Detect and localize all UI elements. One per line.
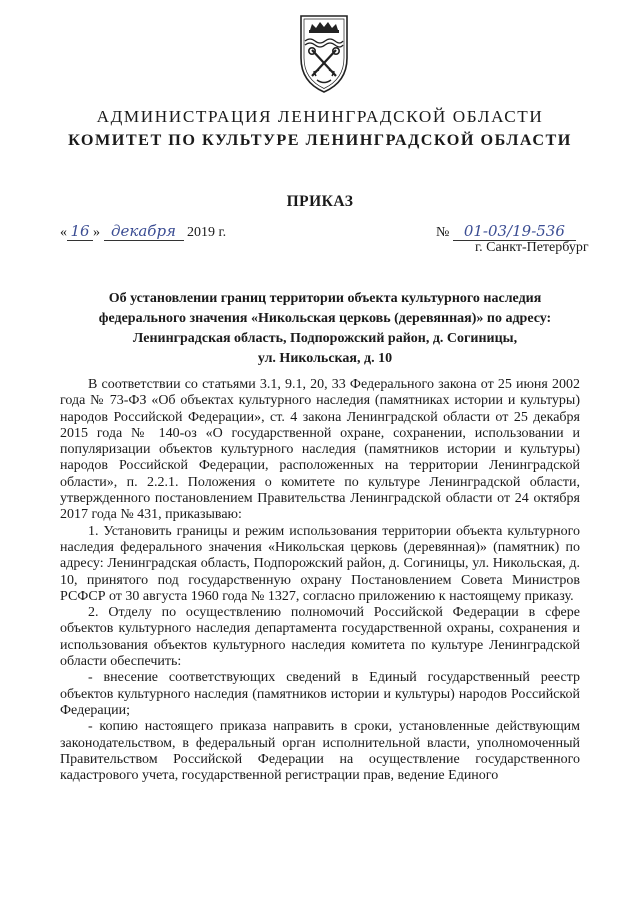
document-date (60, 222, 226, 241)
date-day: 16 (67, 222, 93, 241)
committee-name: КОМИТЕТ ПО КУЛЬТУРЕ ЛЕНИНГРАДСКОЙ ОБЛАСТИ (68, 131, 572, 149)
document-body (60, 377, 580, 784)
clause-2-item: - копию настоящего приказа направить в сроки, установленные действующим законодательством, в федеральный орган исполнительной власти, уполномоченный Правительством Российской Федерации на осуществление государственного кадастрового учета, государственной регистрации прав, ведение Единого (60, 719, 580, 784)
subject-line: ул. Никольская, д. 10 (257, 351, 393, 366)
preamble-paragraph: В соответствии со статьями 3.1, 9.1, 20, 33 Федерального закона от 25 июня 2002 года № 73-ФЗ «Об объектах культурного наследия (памятниках истории и культуры) народов Российской Федерации», ст. 4 закона Ленинградской области от 25 декабря 2015 года № 140-оз «О государственной охране, сохранении, использовании и популяризации объектов культурного наследия (памятников истории и культуры) народов Российской Федерации, расположенных на территории Ленинградской области», п. 2.2.1. Положения о комитете по культуре Ленинградской области, утвержденного постановлением Правительства Ленинградской области от 24 октября 2017 года № 431, приказываю: (60, 377, 580, 523)
document-title: ПРИКАЗ (286, 193, 354, 210)
date-month: декабря (104, 222, 184, 241)
clause-2-paragraph: 2. Отделу по осуществлению полномочий Российской Федерации в сфере объектов культурного наследия департамента государственной охраны, сохранения и использования объектов культурного наследия комитета по культуре Ленинградской области обеспечить: (60, 605, 580, 670)
date-close-quote: » (93, 225, 100, 240)
date-year: 2019 г. (187, 225, 227, 240)
order-subject (90, 289, 560, 369)
clause-1-paragraph: 1. Установить границы и режим использования территории объекта культурного наследия федерального значения «Никольская церковь (деревянная)» (памятник) по адресу: Ленинградская область, Подпорожский район, д. Согиницы, ул. Никольская, д. 10, принятого под государственную охрану Постановлением Совета Министров РСФСР от 30 августа 1960 года № 1327, согласно приложению к настоящему приказу. (60, 523, 580, 604)
clause-2-item: - внесение соответствующих сведений в Единый государственный реестр объектов культурного наследия (памятников истории и культуры) народов Российской Федерации; (60, 670, 580, 718)
number-value: 01-03/19-536 (453, 222, 576, 241)
subject-line: Об установлении границ территории объекта культурного наследия (108, 291, 542, 306)
subject-line: Ленинградская область, Подпорожский район, д. Согиницы, (132, 331, 518, 346)
document-city: г. Санкт-Петербург (475, 240, 589, 255)
coat-of-arms-icon (297, 14, 351, 94)
document-number (436, 222, 576, 241)
organization-name: АДМИНИСТРАЦИЯ ЛЕНИНГРАДСКОЙ ОБЛАСТИ (96, 107, 544, 126)
number-sign: № (436, 225, 450, 240)
date-open-quote: « (60, 225, 67, 240)
subject-line: федерального значения «Никольская церковь (деревянная)» по адресу: (98, 311, 552, 326)
